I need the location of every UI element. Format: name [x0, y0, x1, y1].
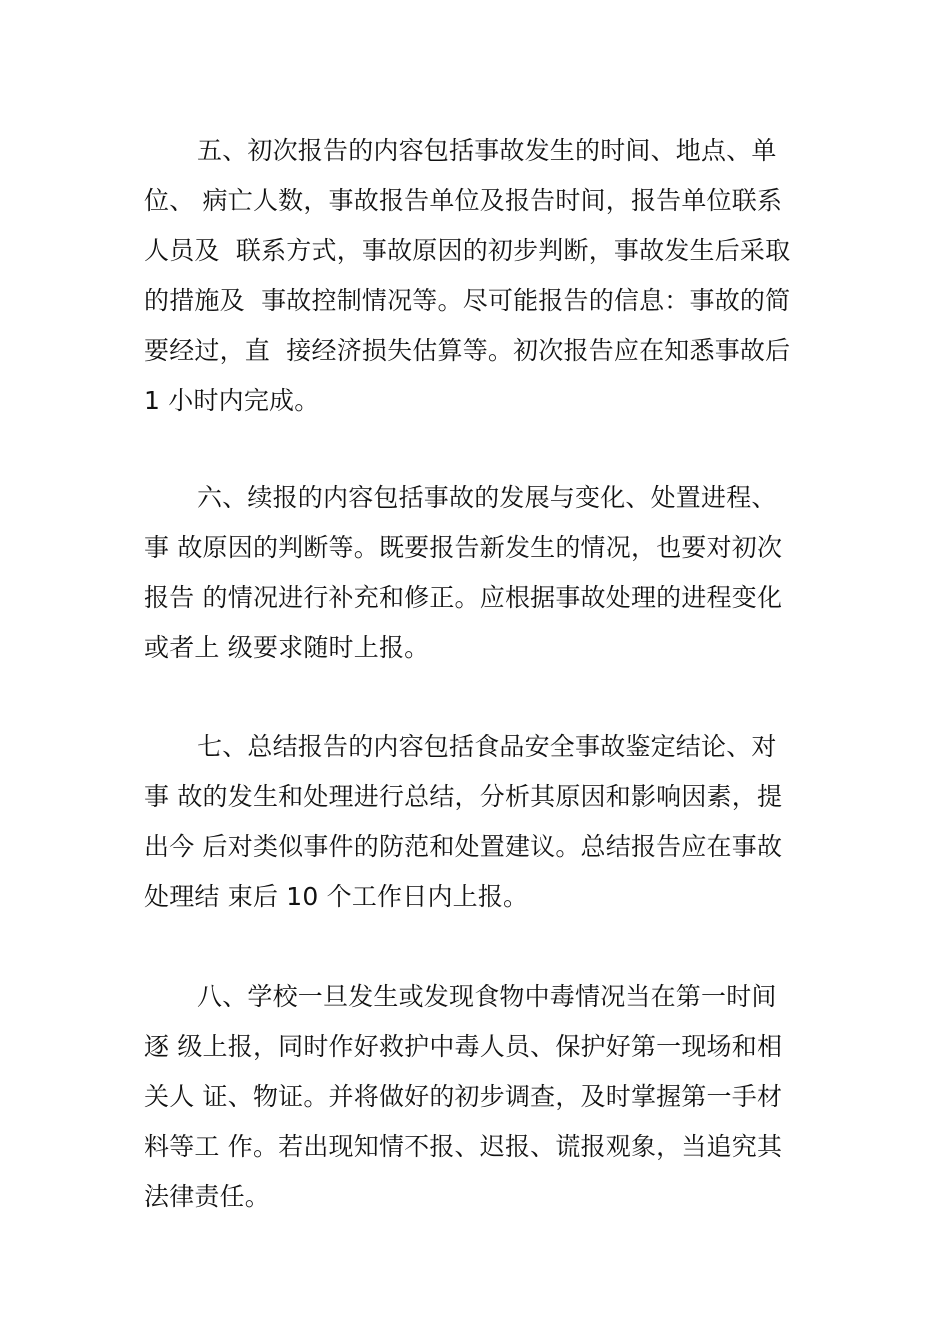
- paragraph-line: 关人 证、物证。并将做好的初步调查，及时掌握第一手材: [144, 1082, 783, 1111]
- paragraph-line: 五、初次报告的内容包括事故发生的时间、地点、单: [197, 136, 777, 165]
- paragraph-line: 出今 后对类似事件的防范和处置建议。总结报告应在事故: [144, 832, 783, 861]
- paragraph-line: 处理结 束后 10 个工作日内上报。: [144, 882, 529, 911]
- paragraph-line: 法律责任。: [144, 1182, 271, 1211]
- paragraph-line: 事 故的发生和处理进行总结，分析其原因和影响因素，提: [144, 782, 783, 811]
- paragraph-line: 或者上 级要求随时上报。: [144, 633, 430, 662]
- paragraph-line: 七、总结报告的内容包括食品安全事故鉴定结论、对: [197, 732, 777, 761]
- paragraph-line: 要经过，直 接经济损失估算等。初次报告应在知悉事故后: [144, 336, 791, 365]
- paragraph-line: 人员及 联系方式，事故原因的初步判断，事故发生后采取: [144, 236, 791, 265]
- paragraph-line: 八、学校一旦发生或发现食物中毒情况当在第一时间: [197, 982, 777, 1011]
- paragraph-line: 报告 的情况进行补充和修正。应根据事故处理的进程变化: [144, 583, 783, 612]
- paragraph-line: 逐 级上报，同时作好救护中毒人员、保护好第一现场和相: [144, 1032, 783, 1061]
- paragraph-line: 事 故原因的判断等。既要报告新发生的情况，也要对初次: [144, 533, 783, 562]
- paragraph-line: 位、 病亡人数，事故报告单位及报告时间，报告单位联系: [144, 186, 783, 215]
- paragraph-line: 六、续报的内容包括事故的发展与变化、处置进程、: [197, 483, 777, 512]
- paragraph-line: 1 小时内完成。: [144, 386, 320, 415]
- paragraph-line: 的措施及 事故控制情况等。尽可能报告的信息：事故的简: [144, 286, 791, 315]
- paragraph-line: 料等工 作。若出现知情不报、迟报、谎报观象，当追究其: [144, 1132, 783, 1161]
